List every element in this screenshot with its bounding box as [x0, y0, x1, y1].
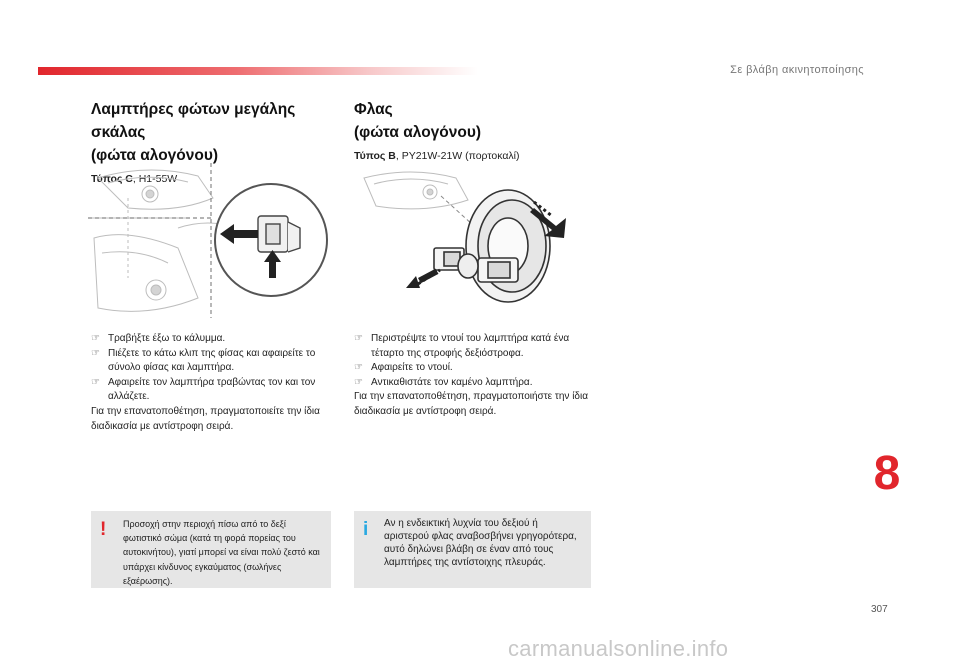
chapter-number: 8 [873, 447, 901, 500]
right-type-value: , PY21W-21W (πορτοκαλί) [395, 150, 520, 162]
right-title-line2: (φώτα αλογόνου) [354, 124, 482, 141]
right-type-label: Τύπος B [354, 150, 396, 162]
headlamp-high-beam-illustration [88, 158, 334, 324]
section-title: Σε βλάβη ακινητοποίησης [730, 64, 864, 76]
right-step-3: ☞ Αντικαθιστάτε τον καμένο λαμπτήρα. [354, 376, 594, 391]
right-steps [354, 332, 594, 390]
watermark: carmanualsonline.info [508, 636, 729, 661]
left-title-line1: Λαμπτήρες φώτων μεγάλης σκάλας [91, 101, 296, 141]
warning-icon: ! [100, 519, 107, 540]
left-steps [91, 332, 336, 405]
left-type-value: , H1-55W [132, 173, 178, 185]
left-step-1: ☞ Τραβήξτε έξω το κάλυμμα. [91, 332, 336, 347]
right-step-2: ☞ Αφαιρείτε το ντουί. [354, 361, 594, 376]
right-reassembly-note: Για την επανατοποθέτηση, πραγματοποιήστε την ίδια διαδικασία με αντίστροφη σειρά. [354, 391, 588, 417]
left-step-2: ☞ Πιέζετε το κάτω κλιπ της φίσας και αφαιρείτε το σύνολο φίσας και λαμπτήρα. [91, 347, 336, 376]
info-icon: i [363, 519, 369, 540]
right-title-line1: Φλας [354, 101, 393, 118]
right-step-1: ☞ Περιστρέψτε το ντουί του λαμπτήρα κατά ένα τέταρτο της στροφής δεξιόστροφα. [354, 332, 594, 361]
header-accent-bar [38, 67, 478, 75]
right-title [354, 98, 596, 144]
right-bulb-type [354, 150, 596, 162]
left-step-3: ☞ Αφαιρείτε τον λαμπτήρα τραβώντας τον και τον αλλάζετε. [91, 376, 336, 405]
left-title-line2: (φώτα αλογόνου) [91, 147, 219, 164]
info-text: Αν η ενδεικτική λυχνία του δεξιού ή αριστερού φλας αναβοσβήνει γρηγορότερα, αυτό δηλώνει βλάβη σε έναν από τους λαμπτήρες της αντίστοιχης πλευράς. [384, 518, 577, 568]
left-reassembly-note: Για την επανατοποθέτηση, πραγματοποιείτε την ίδια διαδικασία με αντίστροφη σειρά. [91, 406, 320, 432]
page-number: 307 [871, 604, 888, 615]
left-type-label: Τύπος C [91, 173, 133, 185]
left-title [91, 98, 333, 167]
turn-signal-bulb-illustration [356, 166, 592, 306]
warning-box [91, 511, 331, 588]
warning-text: Προσοχή στην περιοχή πίσω από το δεξί φωτιστικό σώμα (κατά τη φορά πορείας του αυτοκινήτου), γιατί μπορεί να είναι πολύ ζεστό και υπάρχει κίνδυνος εγκαύματος (σωλήνες εξαέρωσης). [123, 519, 320, 586]
right-column [354, 98, 596, 162]
info-box [354, 511, 591, 588]
